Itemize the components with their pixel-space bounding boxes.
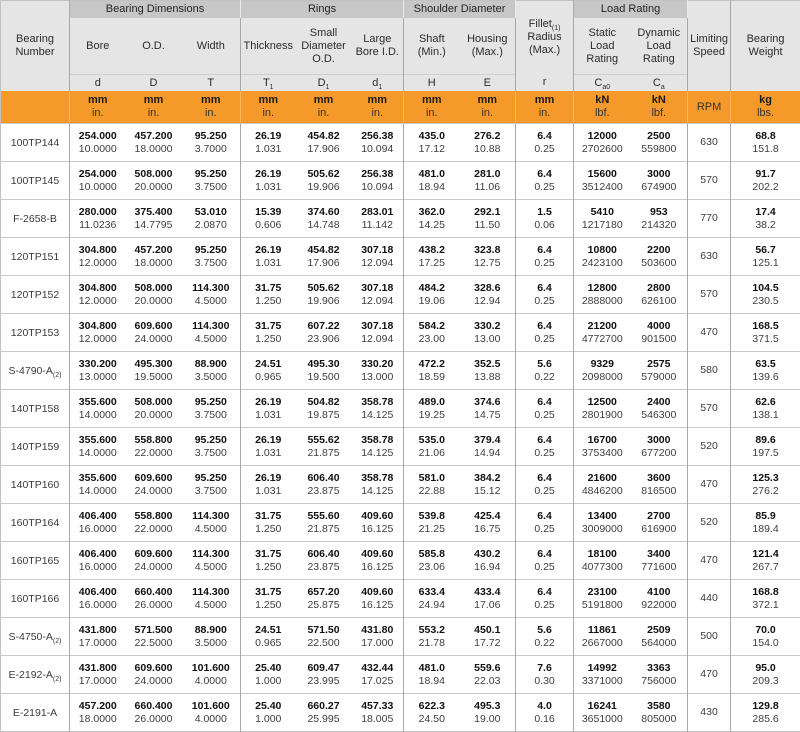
od-cell: 609.600 24.0000 [126, 656, 182, 694]
header-fillet-radius: Fillet$_{(1)}$ Radius (Max.) [516, 1, 574, 75]
od-cell: 660.400 26.0000 [126, 580, 182, 618]
header-group-row [1, 1, 800, 19]
od-cell: 457.200 18.0000 [126, 124, 182, 162]
housing-cell: 559.6 22.03 [460, 656, 516, 694]
bearing-weight-cell: 95.0 209.3 [731, 656, 800, 694]
dynamic-load-cell: 3000 677200 [631, 428, 688, 466]
table-row [1, 428, 800, 466]
units-shaft: mm in. [404, 91, 460, 124]
small-od-cell: 660.27 25.995 [296, 694, 352, 732]
bearing-weight-cell: 129.8 285.6 [731, 694, 800, 732]
symbol-thickness: $T_1$ [241, 75, 296, 92]
dynamic-load-cell: 4100 922000 [631, 580, 688, 618]
header-bearing-weight: Bearing Weight [731, 1, 800, 92]
small-od-cell: 454.82 17.906 [296, 124, 352, 162]
width-cell: 95.250 3.7500 [182, 428, 241, 466]
static-load-cell: 12500 2801900 [574, 390, 631, 428]
od-cell: 609.600 24.0000 [126, 466, 182, 504]
units-dynamic-load: kN lbf. [631, 91, 688, 124]
dynamic-load-cell: 2400 546300 [631, 390, 688, 428]
small-od-cell: 505.62 19.906 [296, 162, 352, 200]
housing-cell: 352.5 13.88 [460, 352, 516, 390]
od-cell: 609.600 24.0000 [126, 542, 182, 580]
limiting-speed-cell: 470 [688, 656, 731, 694]
units-fillet: mm in. [516, 91, 574, 124]
bore-cell: 431.800 17.0000 [70, 656, 126, 694]
symbol-bore: d [70, 75, 126, 92]
od-cell: 660.400 26.0000 [126, 694, 182, 732]
bearing-number-cell: 160TP166 [1, 580, 70, 618]
bearing-weight-cell: 121.4 267.7 [731, 542, 800, 580]
limiting-speed-cell: 770 [688, 200, 731, 238]
shaft-cell: 581.0 22.88 [404, 466, 460, 504]
thickness-cell: 15.39 0.606 [241, 200, 296, 238]
shaft-cell: 481.0 18.94 [404, 656, 460, 694]
group-bearing-dimensions: Bearing Dimensions [70, 1, 241, 19]
dynamic-load-cell: 3580 805000 [631, 694, 688, 732]
large-id-cell: 307.18 12.094 [352, 314, 404, 352]
static-load-cell: 15600 3512400 [574, 162, 631, 200]
width-cell: 114.300 4.5000 [182, 542, 241, 580]
limiting-speed-cell: 580 [688, 352, 731, 390]
col-od-label: O.D. [126, 18, 182, 75]
thickness-cell: 26.19 1.031 [241, 124, 296, 162]
shaft-cell: 481.0 18.94 [404, 162, 460, 200]
fillet-radius-cell: 6.4 0.25 [516, 124, 574, 162]
od-cell: 558.800 22.0000 [126, 504, 182, 542]
limiting-speed-cell: 470 [688, 466, 731, 504]
symbol-shaft: H [404, 75, 460, 92]
header-label-row [1, 18, 800, 75]
dynamic-load-cell: 4000 901500 [631, 314, 688, 352]
large-id-cell: 409.60 16.125 [352, 580, 404, 618]
bearing-weight-cell: 56.7 125.1 [731, 238, 800, 276]
fillet-radius-cell: 6.4 0.25 [516, 580, 574, 618]
static-load-cell: 16700 3753400 [574, 428, 631, 466]
table-row [1, 390, 800, 428]
fillet-radius-cell: 6.4 0.25 [516, 390, 574, 428]
housing-cell: 328.6 12.94 [460, 276, 516, 314]
bearing-weight-cell: 63.5 139.6 [731, 352, 800, 390]
thickness-cell: 26.19 1.031 [241, 428, 296, 466]
small-od-cell: 555.60 21.875 [296, 504, 352, 542]
thickness-cell: 24.51 0.965 [241, 618, 296, 656]
fillet-radius-cell: 6.4 0.25 [516, 466, 574, 504]
width-cell: 114.300 4.5000 [182, 276, 241, 314]
limiting-speed-cell: 470 [688, 314, 731, 352]
dynamic-load-cell: 2700 616900 [631, 504, 688, 542]
bore-cell: 406.400 16.0000 [70, 580, 126, 618]
dynamic-load-cell: 2200 503600 [631, 238, 688, 276]
housing-cell: 276.2 10.88 [460, 124, 516, 162]
units-bearing-weight: kg lbs. [731, 91, 800, 124]
thickness-cell: 25.40 1.000 [241, 656, 296, 694]
units-thickness: mm in. [241, 91, 296, 124]
bearing-weight-cell: 89.6 197.5 [731, 428, 800, 466]
bearing-weight-cell: 168.5 371.5 [731, 314, 800, 352]
units-large-id: mm in. [352, 91, 404, 124]
static-load-cell: 18100 4077300 [574, 542, 631, 580]
units-width: mm in. [182, 91, 241, 124]
shaft-cell: 535.0 21.06 [404, 428, 460, 466]
small-od-cell: 607.22 23.906 [296, 314, 352, 352]
shaft-cell: 585.8 23.06 [404, 542, 460, 580]
dynamic-load-cell: 3000 674900 [631, 162, 688, 200]
bore-cell: 355.600 14.0000 [70, 466, 126, 504]
width-cell: 114.300 4.5000 [182, 314, 241, 352]
table-row [1, 542, 800, 580]
width-cell: 88.900 3.5000 [182, 618, 241, 656]
shaft-cell: 553.2 21.78 [404, 618, 460, 656]
table-row [1, 238, 800, 276]
table-row [1, 466, 800, 504]
units-static-load: kN lbf. [574, 91, 631, 124]
shaft-cell: 633.4 24.94 [404, 580, 460, 618]
housing-cell: 495.3 19.00 [460, 694, 516, 732]
bore-cell: 304.800 12.0000 [70, 314, 126, 352]
static-load-cell: 23100 5191800 [574, 580, 631, 618]
limiting-speed-cell: 520 [688, 428, 731, 466]
bearing-number-cell: 160TP164 [1, 504, 70, 542]
small-od-cell: 606.40 23.875 [296, 542, 352, 580]
bearing-number-cell: 140TP160 [1, 466, 70, 504]
header-bearing-number: Bearing Number [1, 1, 70, 92]
shaft-cell: 472.2 18.59 [404, 352, 460, 390]
fillet-radius-cell: 4.0 0.16 [516, 694, 574, 732]
housing-cell: 430.2 16.94 [460, 542, 516, 580]
small-od-cell: 609.47 23.995 [296, 656, 352, 694]
limiting-speed-cell: 470 [688, 542, 731, 580]
od-cell: 558.800 22.0000 [126, 428, 182, 466]
large-id-cell: 307.18 12.094 [352, 276, 404, 314]
fillet-radius-cell: 6.4 0.25 [516, 504, 574, 542]
units-small-od: mm in. [296, 91, 352, 124]
symbol-large-id: $d_1$ [352, 75, 404, 92]
table-row [1, 656, 800, 694]
bearing-number-cell: 120TP151 [1, 238, 70, 276]
symbol-small-od: $D_1$ [296, 75, 352, 92]
large-id-cell: 409.60 16.125 [352, 504, 404, 542]
static-load-cell: 16241 3651000 [574, 694, 631, 732]
static-load-cell: 11861 2667000 [574, 618, 631, 656]
bearing-weight-cell: 125.3 276.2 [731, 466, 800, 504]
symbol-housing: E [460, 75, 516, 92]
table-row [1, 618, 800, 656]
small-od-cell: 657.20 25.875 [296, 580, 352, 618]
od-cell: 508.000 20.0000 [126, 276, 182, 314]
fillet-radius-cell: 5.6 0.22 [516, 618, 574, 656]
large-id-cell: 358.78 14.125 [352, 390, 404, 428]
table-row [1, 504, 800, 542]
bore-cell: 355.600 14.0000 [70, 428, 126, 466]
small-od-cell: 606.40 23.875 [296, 466, 352, 504]
fillet-radius-cell: 6.4 0.25 [516, 428, 574, 466]
housing-cell: 323.8 12.75 [460, 238, 516, 276]
bore-cell: 457.200 18.0000 [70, 694, 126, 732]
dynamic-load-cell: 3363 756000 [631, 656, 688, 694]
shaft-cell: 438.2 17.25 [404, 238, 460, 276]
thickness-cell: 31.75 1.250 [241, 314, 296, 352]
bearing-number-cell: 120TP152 [1, 276, 70, 314]
bearing-number-cell: E-2191-A [1, 694, 70, 732]
limiting-speed-cell: 570 [688, 276, 731, 314]
table-row [1, 162, 800, 200]
limiting-speed-cell: 430 [688, 694, 731, 732]
fillet-radius-cell: 5.6 0.22 [516, 352, 574, 390]
fillet-radius-cell: 6.4 0.25 [516, 276, 574, 314]
large-id-cell: 432.44 17.025 [352, 656, 404, 694]
bore-cell: 280.000 11.0236 [70, 200, 126, 238]
bearing-number-cell: F-2658-B [1, 200, 70, 238]
dynamic-load-cell: 3600 816500 [631, 466, 688, 504]
thickness-cell: 26.19 1.031 [241, 466, 296, 504]
col-small-od-label: Small Diameter O.D. [296, 18, 352, 75]
units-bore: mm in. [70, 91, 126, 124]
dynamic-load-cell: 2575 579000 [631, 352, 688, 390]
header-limiting-speed: Limiting Speed [688, 1, 731, 92]
dynamic-load-cell: 2509 564000 [631, 618, 688, 656]
shaft-cell: 435.0 17.12 [404, 124, 460, 162]
col-dynamic-load-label: Dynamic Load Rating [631, 18, 688, 75]
limiting-speed-cell: 440 [688, 580, 731, 618]
units-housing: mm in. [460, 91, 516, 124]
small-od-cell: 571.50 22.500 [296, 618, 352, 656]
width-cell: 95.250 3.7000 [182, 124, 241, 162]
housing-cell: 425.4 16.75 [460, 504, 516, 542]
thickness-cell: 31.75 1.250 [241, 542, 296, 580]
static-load-cell: 14992 3371000 [574, 656, 631, 694]
od-cell: 457.200 18.0000 [126, 238, 182, 276]
large-id-cell: 307.18 12.094 [352, 238, 404, 276]
large-id-cell: 283.01 11.142 [352, 200, 404, 238]
bearing-weight-cell: 70.0 154.0 [731, 618, 800, 656]
thickness-cell: 26.19 1.031 [241, 390, 296, 428]
bore-cell: 355.600 14.0000 [70, 390, 126, 428]
bore-cell: 330.200 13.0000 [70, 352, 126, 390]
small-od-cell: 495.30 19.500 [296, 352, 352, 390]
large-id-cell: 431.80 17.000 [352, 618, 404, 656]
housing-cell: 450.1 17.72 [460, 618, 516, 656]
table-header [1, 1, 800, 124]
col-bore-label: Bore [70, 18, 126, 75]
thickness-cell: 31.75 1.250 [241, 504, 296, 542]
table-row [1, 580, 800, 618]
housing-cell: 281.0 11.06 [460, 162, 516, 200]
housing-cell: 374.6 14.75 [460, 390, 516, 428]
housing-cell: 433.4 17.06 [460, 580, 516, 618]
thickness-cell: 24.51 0.965 [241, 352, 296, 390]
width-cell: 95.250 3.7500 [182, 238, 241, 276]
dynamic-load-cell: 2800 626100 [631, 276, 688, 314]
shaft-cell: 584.2 23.00 [404, 314, 460, 352]
units-od: mm in. [126, 91, 182, 124]
large-id-cell: 358.78 14.125 [352, 428, 404, 466]
group-shoulder-diameter: Shoulder Diameter [404, 1, 516, 19]
housing-cell: 292.1 11.50 [460, 200, 516, 238]
small-od-cell: 454.82 17.906 [296, 238, 352, 276]
small-od-cell: 555.62 21.875 [296, 428, 352, 466]
large-id-cell: 457.33 18.005 [352, 694, 404, 732]
fillet-radius-cell: 6.4 0.25 [516, 314, 574, 352]
od-cell: 495.300 19.5000 [126, 352, 182, 390]
header-symbol-row [1, 75, 800, 92]
static-load-cell: 12000 2702600 [574, 124, 631, 162]
bearing-weight-cell: 17.4 38.2 [731, 200, 800, 238]
symbol-fillet: r [516, 75, 574, 92]
od-cell: 508.000 20.0000 [126, 390, 182, 428]
thickness-cell: 31.75 1.250 [241, 580, 296, 618]
units-limiting-speed: RPM [688, 91, 731, 124]
width-cell: 95.250 3.7500 [182, 162, 241, 200]
table-row [1, 694, 800, 732]
housing-cell: 379.4 14.94 [460, 428, 516, 466]
bearing-number-cell: $S-4790-A_{(2)}$ [1, 352, 70, 390]
thickness-cell: 31.75 1.250 [241, 276, 296, 314]
width-cell: 114.300 4.5000 [182, 580, 241, 618]
bearing-weight-cell: 104.5 230.5 [731, 276, 800, 314]
large-id-cell: 358.78 14.125 [352, 466, 404, 504]
fillet-radius-cell: 6.4 0.25 [516, 162, 574, 200]
table-body [1, 124, 800, 732]
dynamic-load-cell: 953 214320 [631, 200, 688, 238]
col-housing-label: Housing (Max.) [460, 18, 516, 75]
od-cell: 375.400 14.7795 [126, 200, 182, 238]
bearing-weight-cell: 62.6 138.1 [731, 390, 800, 428]
width-cell: 114.300 4.5000 [182, 504, 241, 542]
thickness-cell: 25.40 1.000 [241, 694, 296, 732]
static-load-cell: 21600 4846200 [574, 466, 631, 504]
bearing-number-cell: 140TP158 [1, 390, 70, 428]
bore-cell: 304.800 12.0000 [70, 276, 126, 314]
small-od-cell: 505.62 19.906 [296, 276, 352, 314]
fillet-radius-cell: 1.5 0.06 [516, 200, 574, 238]
bearing-number-cell: 140TP159 [1, 428, 70, 466]
dynamic-load-cell: 3400 771600 [631, 542, 688, 580]
bearing-number-cell: 120TP153 [1, 314, 70, 352]
bearing-weight-cell: 168.8 372.1 [731, 580, 800, 618]
width-cell: 101.600 4.0000 [182, 694, 241, 732]
bearing-weight-cell: 91.7 202.2 [731, 162, 800, 200]
large-id-cell: 330.20 13.000 [352, 352, 404, 390]
large-id-cell: 256.38 10.094 [352, 162, 404, 200]
bore-cell: 254.000 10.0000 [70, 124, 126, 162]
shaft-cell: 489.0 19.25 [404, 390, 460, 428]
shaft-cell: 484.2 19.06 [404, 276, 460, 314]
bearing-number-cell: 160TP165 [1, 542, 70, 580]
bore-cell: 254.000 10.0000 [70, 162, 126, 200]
shaft-cell: 539.8 21.25 [404, 504, 460, 542]
bore-cell: 406.400 16.0000 [70, 542, 126, 580]
shaft-cell: 362.0 14.25 [404, 200, 460, 238]
shaft-cell: 622.3 24.50 [404, 694, 460, 732]
static-load-cell: 12800 2888000 [574, 276, 631, 314]
table-row [1, 352, 800, 390]
large-id-cell: 256.38 10.094 [352, 124, 404, 162]
fillet-radius-cell: 6.4 0.25 [516, 542, 574, 580]
thickness-cell: 26.19 1.031 [241, 162, 296, 200]
group-rings: Rings [241, 1, 404, 19]
bearing-number-cell: 100TP145 [1, 162, 70, 200]
symbol-static-load: $C_{a0}$ [574, 75, 631, 92]
large-id-cell: 409.60 16.125 [352, 542, 404, 580]
col-shaft-label: Shaft (Min.) [404, 18, 460, 75]
od-cell: 609.600 24.0000 [126, 314, 182, 352]
col-large-id-label: Large Bore I.D. [352, 18, 404, 75]
bore-cell: 406.400 16.0000 [70, 504, 126, 542]
static-load-cell: 13400 3009000 [574, 504, 631, 542]
limiting-speed-cell: 630 [688, 124, 731, 162]
width-cell: 88.900 3.5000 [182, 352, 241, 390]
col-width-label: Width [182, 18, 241, 75]
small-od-cell: 374.60 14.748 [296, 200, 352, 238]
symbol-width: T [182, 75, 241, 92]
bearing-number-cell: 100TP144 [1, 124, 70, 162]
od-cell: 508.000 20.0000 [126, 162, 182, 200]
table-row [1, 200, 800, 238]
col-thickness-label: Thickness [241, 18, 296, 75]
bearing-weight-cell: 68.8 151.8 [731, 124, 800, 162]
fillet-radius-cell: 7.6 0.30 [516, 656, 574, 694]
table-row [1, 314, 800, 352]
width-cell: 95.250 3.7500 [182, 390, 241, 428]
width-cell: 95.250 3.7500 [182, 466, 241, 504]
fillet-radius-cell: 6.4 0.25 [516, 238, 574, 276]
bore-cell: 304.800 12.0000 [70, 238, 126, 276]
static-load-cell: 5410 1217180 [574, 200, 631, 238]
table-row [1, 276, 800, 314]
bearing-weight-cell: 85.9 189.4 [731, 504, 800, 542]
bearing-number-cell: $E-2192-A_{(2)}$ [1, 656, 70, 694]
table-row [1, 124, 800, 162]
width-cell: 101.600 4.0000 [182, 656, 241, 694]
static-load-cell: 10800 2423100 [574, 238, 631, 276]
units-bearing-number-blank [1, 91, 70, 124]
limiting-speed-cell: 630 [688, 238, 731, 276]
bore-cell: 431.800 17.0000 [70, 618, 126, 656]
od-cell: 571.500 22.5000 [126, 618, 182, 656]
thickness-cell: 26.19 1.031 [241, 238, 296, 276]
bearing-number-cell: $S-4750-A_{(2)}$ [1, 618, 70, 656]
static-load-cell: 21200 4772700 [574, 314, 631, 352]
housing-cell: 330.2 13.00 [460, 314, 516, 352]
static-load-cell: 9329 2098000 [574, 352, 631, 390]
width-cell: 53.010 2.0870 [182, 200, 241, 238]
housing-cell: 384.2 15.12 [460, 466, 516, 504]
symbol-dynamic-load: $C_a$ [631, 75, 688, 92]
limiting-speed-cell: 570 [688, 390, 731, 428]
limiting-speed-cell: 500 [688, 618, 731, 656]
group-load-rating: Load Rating [574, 1, 688, 19]
dynamic-load-cell: 2500 559800 [631, 124, 688, 162]
col-static-load-label: Static Load Rating [574, 18, 631, 75]
limiting-speed-cell: 570 [688, 162, 731, 200]
small-od-cell: 504.82 19.875 [296, 390, 352, 428]
units-row [1, 91, 800, 124]
symbol-od: D [126, 75, 182, 92]
limiting-speed-cell: 520 [688, 504, 731, 542]
